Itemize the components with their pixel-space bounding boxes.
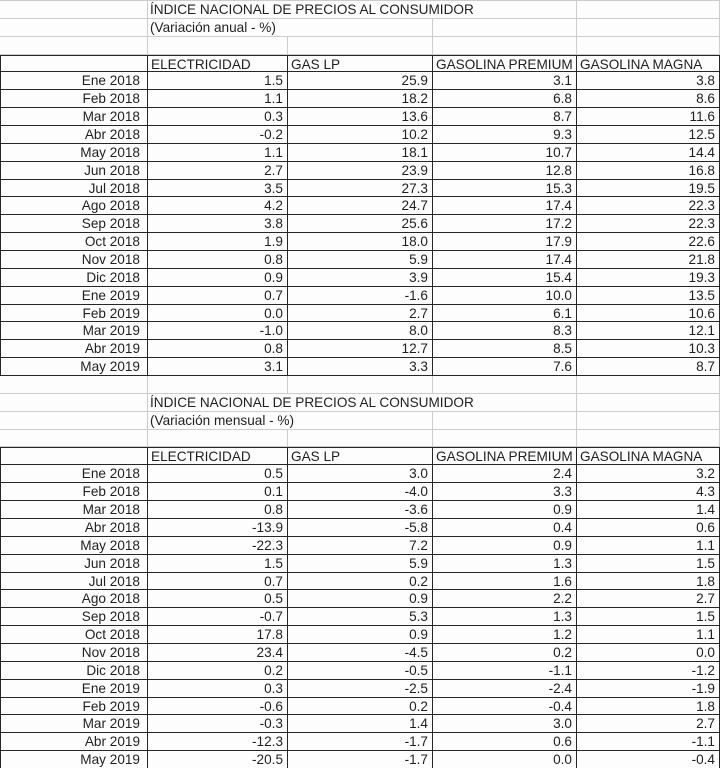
row-label: Dic 2018 (0, 269, 148, 287)
value-cell: 1.1 (577, 626, 720, 644)
row-label: Mar 2019 (0, 715, 148, 733)
value-cell: -1.0 (148, 322, 288, 340)
empty-cell (577, 19, 720, 37)
value-cell: -22.3 (148, 537, 288, 555)
value-cell: 0.0 (577, 644, 720, 662)
row-label: Sep 2018 (0, 608, 148, 626)
spacer-cells (0, 376, 720, 394)
value-cell: -1.9 (577, 680, 720, 698)
value-cell: 5.9 (288, 555, 433, 573)
empty-cell (577, 412, 720, 430)
value-cell: 1.6 (433, 573, 577, 591)
empty-cell (577, 430, 720, 447)
value-cell: 0.3 (148, 680, 288, 698)
row-label: Abr 2019 (0, 340, 148, 358)
value-cell: 2.7 (577, 715, 720, 733)
empty-cell (288, 430, 433, 447)
value-cell: -20.5 (148, 751, 288, 768)
value-cell: -2.4 (433, 680, 577, 698)
empty-cell (148, 430, 288, 447)
table-row (0, 72, 720, 90)
row-label: Feb 2019 (0, 305, 148, 323)
table-row (0, 465, 720, 483)
value-cell: 0.0 (148, 305, 288, 323)
value-cell: -0.5 (288, 662, 433, 680)
value-cell: 2.7 (288, 305, 433, 323)
table-row (0, 555, 720, 573)
value-cell: 24.7 (288, 197, 433, 215)
empty-cell (148, 376, 288, 393)
table-row (0, 733, 720, 751)
value-cell: 14.4 (577, 144, 720, 162)
value-cell: -0.7 (148, 608, 288, 626)
row-label: Mar 2018 (0, 501, 148, 519)
annual-variation-table (0, 1, 720, 376)
value-cell: 3.0 (288, 465, 433, 483)
empty-cell (0, 37, 148, 54)
value-cell: 18.1 (288, 144, 433, 162)
row-label: Nov 2018 (0, 644, 148, 662)
value-cell: 0.7 (148, 287, 288, 305)
value-cell: 17.9 (433, 233, 577, 251)
value-cell: 3.3 (288, 358, 433, 376)
row-label: Jun 2018 (0, 162, 148, 180)
value-cell: 19.5 (577, 180, 720, 198)
row-label: Abr 2018 (0, 126, 148, 144)
table-row (0, 573, 720, 591)
value-cell: -0.4 (577, 751, 720, 768)
value-cell: 25.6 (288, 215, 433, 233)
value-cell: -1.1 (433, 662, 577, 680)
blank-row (0, 430, 720, 448)
value-cell: 16.8 (577, 162, 720, 180)
row-label: Mar 2018 (0, 108, 148, 126)
value-cell: 5.3 (288, 608, 433, 626)
value-cell: 0.5 (148, 590, 288, 608)
value-cell: 0.9 (433, 501, 577, 519)
row-label: Feb 2019 (0, 698, 148, 716)
value-cell: 3.0 (433, 715, 577, 733)
value-cell: -4.0 (288, 483, 433, 501)
header-row (0, 55, 720, 73)
value-cell: 6.8 (433, 90, 577, 108)
value-cell: 3.3 (433, 483, 577, 501)
row-label: Oct 2018 (0, 626, 148, 644)
table-row (0, 537, 720, 555)
value-cell: 12.8 (433, 162, 577, 180)
value-cell: 1.1 (148, 144, 288, 162)
value-cell: -4.5 (288, 644, 433, 662)
value-cell: 12.5 (577, 126, 720, 144)
value-cell: 0.6 (433, 733, 577, 751)
table-row (0, 269, 720, 287)
value-cell: 4.2 (148, 197, 288, 215)
value-cell: 0.2 (288, 698, 433, 716)
empty-cell (577, 37, 720, 54)
value-cell: 2.4 (433, 465, 577, 483)
column-header: GAS LP (288, 448, 433, 464)
row-label: Abr 2019 (0, 733, 148, 751)
table-row (0, 180, 720, 198)
table-row (0, 215, 720, 233)
row-label: Nov 2018 (0, 251, 148, 269)
value-cell: 1.4 (577, 501, 720, 519)
table-row (0, 340, 720, 358)
value-cell: 0.8 (148, 340, 288, 358)
value-cell: 2.7 (577, 590, 720, 608)
value-cell: 8.7 (433, 108, 577, 126)
value-cell: 0.1 (148, 483, 288, 501)
table-row (0, 751, 720, 768)
table-row (0, 501, 720, 519)
value-cell: 22.3 (577, 215, 720, 233)
row-label: Ene 2019 (0, 680, 148, 698)
empty-cell (288, 37, 433, 54)
column-header: GASOLINA PREMIUM (433, 448, 577, 464)
table-title: ÍNDICE NACIONAL DE PRECIOS AL CONSUMIDOR (148, 394, 577, 412)
blank-row (0, 37, 720, 55)
value-cell: 23.4 (148, 644, 288, 662)
row-label: May 2019 (0, 751, 148, 768)
table-row (0, 144, 720, 162)
value-cell: 1.9 (148, 233, 288, 251)
value-cell: 6.1 (433, 305, 577, 323)
value-cell: 0.2 (148, 662, 288, 680)
value-cell: 8.3 (433, 322, 577, 340)
value-cell: 2.2 (433, 590, 577, 608)
table-row (0, 197, 720, 215)
value-cell: -0.2 (148, 126, 288, 144)
empty-cell (148, 37, 288, 54)
row-label: Jul 2018 (0, 573, 148, 591)
table-row (0, 698, 720, 716)
title-row (0, 1, 720, 19)
value-cell: 1.3 (433, 555, 577, 573)
table-row (0, 644, 720, 662)
row-label: May 2019 (0, 358, 148, 376)
value-cell: 12.1 (577, 322, 720, 340)
value-cell: 5.9 (288, 251, 433, 269)
value-cell: 8.5 (433, 340, 577, 358)
value-cell: 0.0 (433, 751, 577, 768)
value-cell: 0.2 (288, 573, 433, 591)
value-cell: 4.3 (577, 483, 720, 501)
value-cell: 0.7 (148, 573, 288, 591)
value-cell: -13.9 (148, 519, 288, 537)
row-label: Ago 2018 (0, 197, 148, 215)
table-row (0, 126, 720, 144)
row-label: Jun 2018 (0, 555, 148, 573)
value-cell: 0.5 (148, 465, 288, 483)
value-cell: 17.8 (148, 626, 288, 644)
table-row (0, 251, 720, 269)
table-title: ÍNDICE NACIONAL DE PRECIOS AL CONSUMIDOR (148, 1, 577, 19)
table-row (0, 590, 720, 608)
row-label: Oct 2018 (0, 233, 148, 251)
empty-cell (0, 376, 148, 393)
value-cell: -2.5 (288, 680, 433, 698)
column-header: GAS LP (288, 56, 433, 72)
value-cell: 0.4 (433, 519, 577, 537)
value-cell: 7.6 (433, 358, 577, 376)
empty-cell (0, 412, 148, 430)
value-cell: 17.4 (433, 197, 577, 215)
value-cell: -1.2 (577, 662, 720, 680)
value-cell: 0.8 (148, 501, 288, 519)
column-header: GASOLINA MAGNA (577, 56, 720, 72)
table-row (0, 287, 720, 305)
header-row (0, 447, 720, 465)
value-cell: 21.8 (577, 251, 720, 269)
value-cell: 0.2 (433, 644, 577, 662)
table-row (0, 305, 720, 323)
value-cell: 1.3 (433, 608, 577, 626)
table-subtitle: (Variación anual - %) (148, 19, 433, 37)
value-cell: 27.3 (288, 180, 433, 198)
empty-cell (433, 19, 577, 37)
row-label: Ene 2019 (0, 287, 148, 305)
value-cell: 18.2 (288, 90, 433, 108)
value-cell: 7.2 (288, 537, 433, 555)
empty-cell (288, 376, 433, 393)
value-cell: 0.8 (148, 251, 288, 269)
value-cell: 3.1 (433, 72, 577, 90)
value-cell: 0.6 (577, 519, 720, 537)
row-label: Feb 2018 (0, 483, 148, 501)
table-row (0, 162, 720, 180)
table-row (0, 483, 720, 501)
subtitle-row (0, 19, 720, 37)
value-cell: 1.8 (577, 573, 720, 591)
value-cell: 3.8 (577, 72, 720, 90)
value-cell: -1.6 (288, 287, 433, 305)
value-cell: 2.7 (148, 162, 288, 180)
row-label: Ene 2018 (0, 465, 148, 483)
value-cell: -1.1 (577, 733, 720, 751)
value-cell: 25.9 (288, 72, 433, 90)
value-cell: -0.6 (148, 698, 288, 716)
value-cell: 3.1 (148, 358, 288, 376)
table-row (0, 322, 720, 340)
value-cell: 3.2 (577, 465, 720, 483)
empty-cell (433, 376, 577, 393)
value-cell: 10.3 (577, 340, 720, 358)
table-row (0, 715, 720, 733)
table-row (0, 90, 720, 108)
value-cell: 15.4 (433, 269, 577, 287)
value-cell: 13.5 (577, 287, 720, 305)
value-cell: 22.3 (577, 197, 720, 215)
row-label: Sep 2018 (0, 215, 148, 233)
value-cell: 15.3 (433, 180, 577, 198)
value-cell: 10.0 (433, 287, 577, 305)
column-header: GASOLINA PREMIUM (433, 56, 577, 72)
value-cell: 10.6 (577, 305, 720, 323)
empty-cell (577, 1, 720, 19)
table-row (0, 680, 720, 698)
value-cell: 0.9 (288, 590, 433, 608)
row-label: Abr 2018 (0, 519, 148, 537)
value-cell: 0.9 (148, 269, 288, 287)
empty-cell (0, 1, 148, 19)
subtitle-row (0, 412, 720, 430)
value-cell: 19.3 (577, 269, 720, 287)
column-header: ELECTRICIDAD (148, 448, 288, 464)
row-label: May 2018 (0, 537, 148, 555)
row-label: Feb 2018 (0, 90, 148, 108)
value-cell: 1.5 (148, 72, 288, 90)
value-cell: 18.0 (288, 233, 433, 251)
value-cell: 1.5 (577, 555, 720, 573)
row-label: Dic 2018 (0, 662, 148, 680)
empty-cell (433, 412, 577, 430)
empty-cell (433, 37, 577, 54)
value-cell: 10.2 (288, 126, 433, 144)
value-cell: 17.4 (433, 251, 577, 269)
value-cell: -5.8 (288, 519, 433, 537)
empty-cell (577, 376, 720, 393)
row-label: Jul 2018 (0, 180, 148, 198)
value-cell: 1.8 (577, 698, 720, 716)
table-row (0, 233, 720, 251)
value-cell: 9.3 (433, 126, 577, 144)
value-cell: 0.9 (433, 537, 577, 555)
column-header: ELECTRICIDAD (148, 56, 288, 72)
value-cell: 0.9 (288, 626, 433, 644)
value-cell: 10.7 (433, 144, 577, 162)
empty-cell (433, 430, 577, 447)
value-cell: -3.6 (288, 501, 433, 519)
empty-cell (577, 394, 720, 412)
empty-cell (0, 394, 148, 412)
value-cell: 11.6 (577, 108, 720, 126)
empty-cell (0, 430, 148, 447)
value-cell: 12.7 (288, 340, 433, 358)
value-cell: 23.9 (288, 162, 433, 180)
value-cell: 3.8 (148, 215, 288, 233)
value-cell: 3.5 (148, 180, 288, 198)
monthly-variation-table (0, 394, 720, 768)
value-cell: -1.7 (288, 751, 433, 768)
value-cell: 1.5 (577, 608, 720, 626)
table-row (0, 608, 720, 626)
value-cell: 8.0 (288, 322, 433, 340)
value-cell: -0.4 (433, 698, 577, 716)
row-label: Ene 2018 (0, 72, 148, 90)
table-row (0, 519, 720, 537)
value-cell: 1.2 (433, 626, 577, 644)
value-cell: 13.6 (288, 108, 433, 126)
value-cell: 1.1 (148, 90, 288, 108)
value-cell: 3.9 (288, 269, 433, 287)
table-subtitle: (Variación mensual - %) (148, 412, 433, 430)
corner-cell (0, 56, 148, 72)
row-label: Mar 2019 (0, 322, 148, 340)
value-cell: -12.3 (148, 733, 288, 751)
value-cell: 1.1 (577, 537, 720, 555)
value-cell: -0.3 (148, 715, 288, 733)
title-row (0, 394, 720, 412)
row-label: May 2018 (0, 144, 148, 162)
column-header: GASOLINA MAGNA (577, 448, 720, 464)
value-cell: 17.2 (433, 215, 577, 233)
value-cell: 22.6 (577, 233, 720, 251)
value-cell: -1.7 (288, 733, 433, 751)
empty-cell (0, 19, 148, 37)
value-cell: 8.6 (577, 90, 720, 108)
corner-cell (0, 448, 148, 464)
spacer-row (0, 376, 720, 394)
value-cell: 1.5 (148, 555, 288, 573)
value-cell: 1.4 (288, 715, 433, 733)
value-cell: 0.3 (148, 108, 288, 126)
table-row (0, 108, 720, 126)
table-row (0, 662, 720, 680)
value-cell: 8.7 (577, 358, 720, 376)
row-label: Ago 2018 (0, 590, 148, 608)
table-row (0, 358, 720, 376)
table-row (0, 626, 720, 644)
